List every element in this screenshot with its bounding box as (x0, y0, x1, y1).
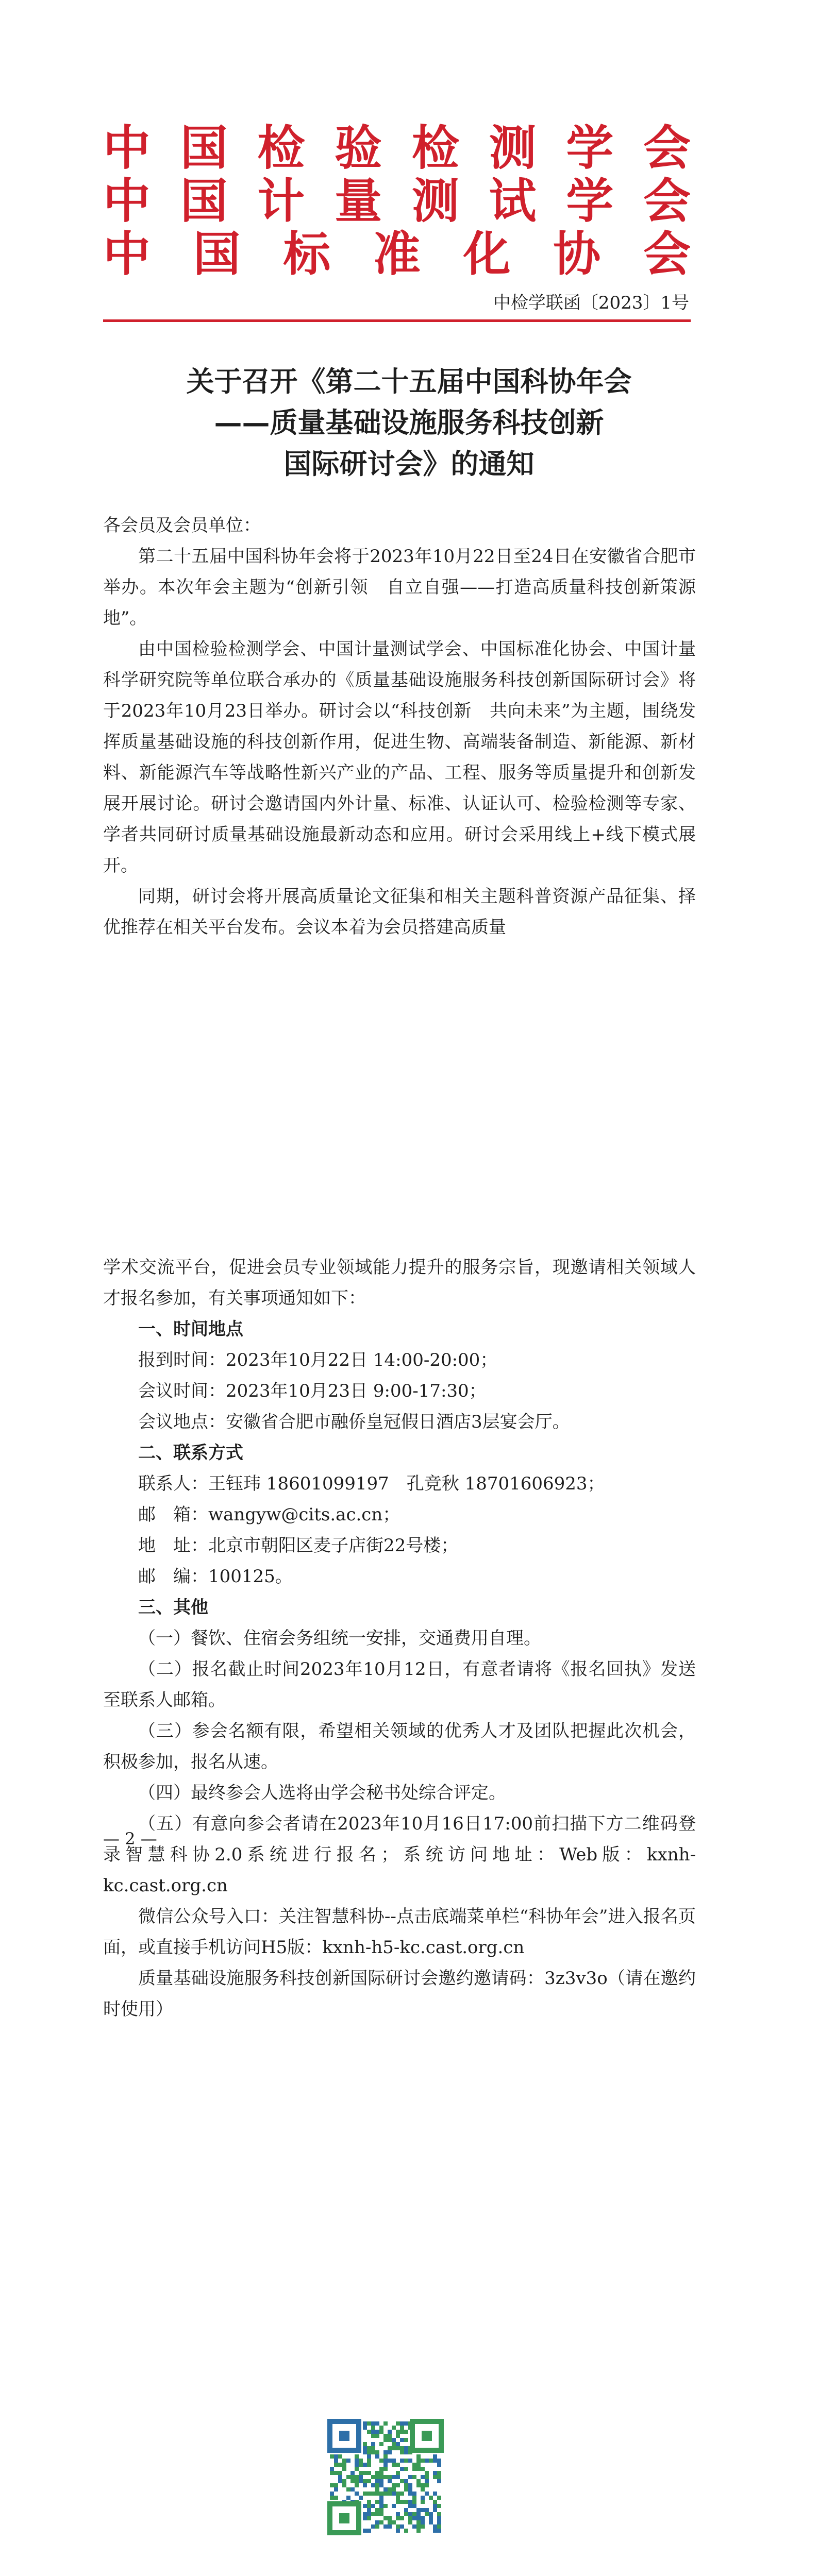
org-name-line-3: 中 国 标 准 化 协 会 (103, 227, 691, 282)
paragraph-symposium: 由中国检验检测学会、中国计量测试学会、中国标准化协会、中国计量科学研究院等单位联合承办的《质量基础设施服务科技创新国际研讨会》将于2023年10月23日举办。研讨会以“科技创新 共向未来”为主题，围绕发挥质量基础设施的科技创新作用，促进生物、高端装备制造、新能源、新材料、新能源汽车等战略性新兴产业的产品、工程、服务等质量提升和创新发展开展讨论。研讨会邀请国内外计量、标准、认证认可、检验检测等专家、学者共同研讨质量基础设施最新动态和应用。研讨会采用线上+线下模式展开。 (103, 639, 696, 876)
other-item-3: （三）参会名额有限，希望相关领域的优秀人才及团队把握此次机会，积极参加，报名从速。 (103, 1721, 696, 1772)
other-item-4: （四）最终参会人选将由学会秘书处综合评定。 (138, 1783, 506, 1803)
notice-title-line-3: 国际研讨会》的通知 (283, 447, 535, 480)
checkin-time: 报到时间：2023年10月22日 14:00-20:00； (138, 1350, 498, 1370)
paragraph-annual-meeting: 第二十五届中国科协年会将于2023年10月22日至24日在安徽省合肥市举办。本次年会主题为“创新引领 自立自强——打造高质量科技创新策源地”。 (103, 546, 696, 629)
header-divider (103, 319, 691, 322)
paragraph-concurrent: 同期，研讨会将开展高质量论文征集和相关主题科普资源产品征集、择优推荐在相关平台发布。会议本着为会员搭建高质量 (103, 886, 696, 938)
org-name-line-2: 中 国 计 量 测 试 学 会 (103, 174, 691, 229)
contact-persons: 联系人：王钰玮 18601099197 孔竞秋 18701606923； (138, 1473, 605, 1494)
registration-qr-code-icon[interactable] (325, 2416, 446, 2538)
other-item-5: （五）有意向参会者请在2023年10月16日17:00前扫描下方二维码登录智慧科协2.0系统进行报名；系统访问地址：Web版：kxnh-kc.cast.org.cn (103, 1814, 696, 1896)
other-item-2: （二）报名截止时间2023年10月12日，有意者请将《报名回执》发送至联系人邮箱。 (103, 1659, 696, 1710)
meeting-venue: 会议地点：安徽省合肥市融侨皇冠假日酒店3层宴会厅。 (138, 1412, 570, 1432)
notice-title-line-1: 关于召开《第二十五届中国科协年会 (186, 365, 632, 398)
section-contact-heading: 二、联系方式 (138, 1443, 243, 1463)
org-name-line-1: 中 国 检 验 检 测 学 会 (103, 121, 691, 176)
wechat-entry: 微信公众号入口：关注智慧科协--点击底端菜单栏“科协年会”进入报名页面，或直接手机访问H5版：kxnh-h5-kc.cast.org.cn (103, 1906, 696, 1958)
page-number-2: — 2 — (103, 1829, 157, 1849)
greeting: 各会员及会员单位： (103, 515, 261, 536)
document-number: 中检学联函〔2023〕1号 (493, 293, 689, 313)
contact-postcode: 邮 编：100125。 (138, 1566, 293, 1587)
other-item-1: （一）餐饮、住宿会务组统一安排，交通费用自理。 (138, 1628, 541, 1649)
section-time-location-heading: 一、时间地点 (138, 1319, 243, 1340)
meeting-time: 会议时间：2023年10月23日 9:00-17:30； (138, 1381, 487, 1401)
notice-title-line-2: ——质量基础设施服务科技创新 (214, 406, 604, 439)
page2-body (103, 1252, 696, 2025)
contact-address: 地 址：北京市朝阳区麦子店街22号楼； (138, 1535, 459, 1556)
contact-email: 邮 箱：wangyw@cits.ac.cn； (138, 1504, 400, 1525)
continuation-text: 学术交流平台，促进会员专业领域能力提升的服务宗旨，现邀请相关领域人才报名参加，有关事项通知如下： (103, 1257, 696, 1309)
page1-body (103, 510, 696, 943)
section-other-heading: 三、其他 (138, 1597, 208, 1618)
invitation-code: 质量基础设施服务科技创新国际研讨会邀约邀请码：3z3v3o（请在邀约时使用） (103, 1968, 696, 2020)
